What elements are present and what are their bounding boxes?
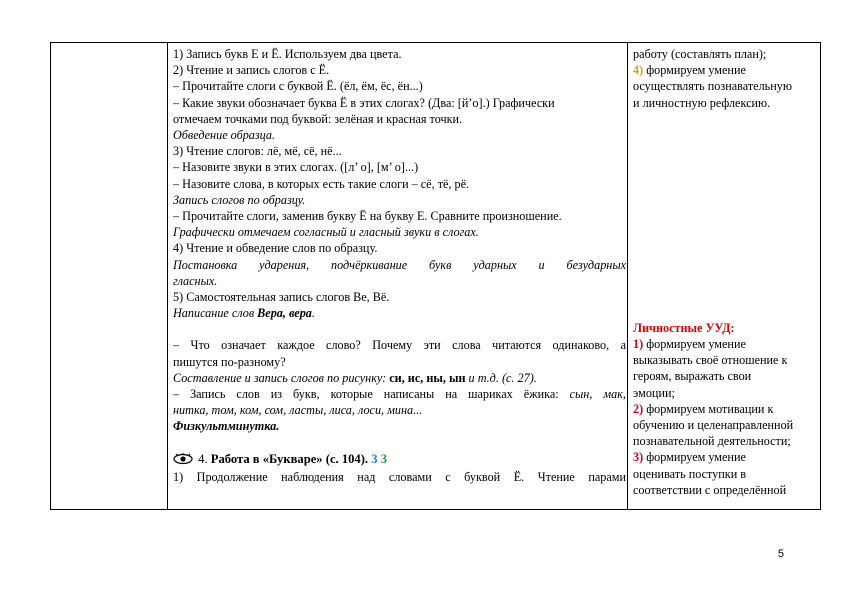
- text-fragment: Составление и запись слогов по рисунку:: [173, 370, 390, 385]
- section-heading: [173, 451, 626, 469]
- page-number: 5: [777, 548, 784, 560]
- lesson-table: [50, 42, 821, 510]
- text-line: и личностную рефлексию.: [633, 95, 771, 110]
- text-fragment: Вера, вера: [257, 306, 312, 321]
- text-line: отмечаем точками под буквой: зелёная и красная точки.: [173, 111, 463, 126]
- section-number: 4.: [198, 451, 208, 466]
- text-line: – Какие звуки обозначает буква Ё в этих слогах? (Два: [й’о].) Графически: [173, 95, 555, 110]
- text-line: обучению и целенаправленной: [633, 418, 794, 433]
- text-fragment: формируем умение: [643, 450, 746, 465]
- text-line: [173, 386, 626, 402]
- list-number: 2): [633, 401, 644, 416]
- text-line: эмоции;: [633, 385, 675, 400]
- text-fragment: сын, мак,: [569, 387, 626, 402]
- text-line: Обведение образца.: [173, 128, 276, 143]
- spacer: [173, 321, 626, 337]
- text-fragment: формируем мотивации к: [643, 401, 774, 416]
- text-line: героям, выражать свои: [633, 369, 752, 384]
- text-line: Физкультминутка.: [173, 419, 280, 434]
- text-fragment: – Запись слов из букв, которые написаны на шариках ёжика:: [173, 387, 570, 402]
- text-fragment: и т.д. (с. 27).: [465, 370, 537, 385]
- text-line: [633, 401, 821, 417]
- column-divider-2: [627, 43, 628, 509]
- text-line: 4) Чтение и обведение слов по образцу.: [173, 241, 378, 256]
- text-line: [173, 370, 626, 386]
- text-line: 3) Чтение слогов: лё, мё, сё, нё...: [173, 144, 342, 159]
- text-fragment: формируем умение: [643, 63, 746, 78]
- text-line: познавательной деятельности;: [633, 434, 791, 449]
- text-fragment: Написание слов: [173, 306, 258, 321]
- list-number: 4): [633, 63, 644, 78]
- text-line: 5) Самостоятельная запись слогов Ве, Вё.: [173, 290, 390, 305]
- text-line: нитка, том, ком, сом, ласты, лиса, лоси, мина...: [173, 403, 423, 418]
- text-line: Графически отмечаем согласный и гласный звуки в слогах.: [173, 225, 479, 240]
- text-line: осуществлять познавательную: [633, 79, 792, 94]
- text-line: [633, 336, 821, 352]
- text-line: – Назовите слова, в которых есть такие слоги – сё, тё, рё.: [173, 176, 470, 191]
- text-line: работу (составлять план);: [633, 47, 767, 61]
- activity-column: [173, 46, 626, 485]
- text-fragment: .: [311, 306, 315, 321]
- text-line: соответствии с определённой: [633, 482, 787, 497]
- eye-icon: [173, 453, 195, 469]
- section-number-green: 3: [380, 451, 387, 466]
- section-title: Работа в «Букваре» (с. 104).: [210, 451, 369, 466]
- text-line: – Прочитайте слоги, заменив букву Ё на букву Е. Сравните произношение.: [173, 209, 562, 224]
- text-line: – Назовите звуки в этих слогах. ([л’ о], [м’ о]...): [173, 160, 419, 175]
- text-line: пишутся по-разному?: [173, 354, 286, 369]
- column-divider-1: [167, 43, 168, 509]
- text-line: – Прочитайте слоги с буквой Ё. (ёл, ём, ёс, ён...): [173, 79, 423, 94]
- text-fragment: формируем умение: [643, 337, 746, 352]
- text-line: оценивать поступки в: [633, 466, 747, 481]
- uud-column: [633, 46, 821, 498]
- text-line: 1) Продолжение наблюдения над словами с буквой Ё. Чтение парами: [173, 469, 626, 484]
- text-line: – Что означает каждое слово? Почему эти слова читаются одинаково, а: [173, 338, 626, 353]
- text-line: [173, 305, 626, 321]
- text-line: [633, 62, 821, 78]
- text-line: Запись слогов по образцу.: [173, 192, 306, 207]
- text-line: 1) Запись букв Е и Ё. Используем два цвета.: [173, 47, 402, 61]
- personal-uud-heading: Личностные УУД:: [633, 320, 735, 335]
- spacer: [633, 111, 821, 320]
- text-line: 2) Чтение и запись слогов с Ё.: [173, 63, 330, 78]
- text-fragment: си, ис, ны, ын: [389, 370, 466, 385]
- text-line: выказывать своё отношение к: [633, 353, 788, 368]
- list-number: 3): [633, 450, 644, 465]
- text-line: гласных.: [173, 273, 218, 288]
- section-number-blue: 3: [371, 451, 378, 466]
- list-number: 1): [633, 337, 644, 352]
- spacer: [173, 435, 626, 451]
- text-line: Постановка ударения, подчёркивание букв ударных и безударных: [173, 257, 626, 272]
- text-line: [633, 449, 821, 465]
